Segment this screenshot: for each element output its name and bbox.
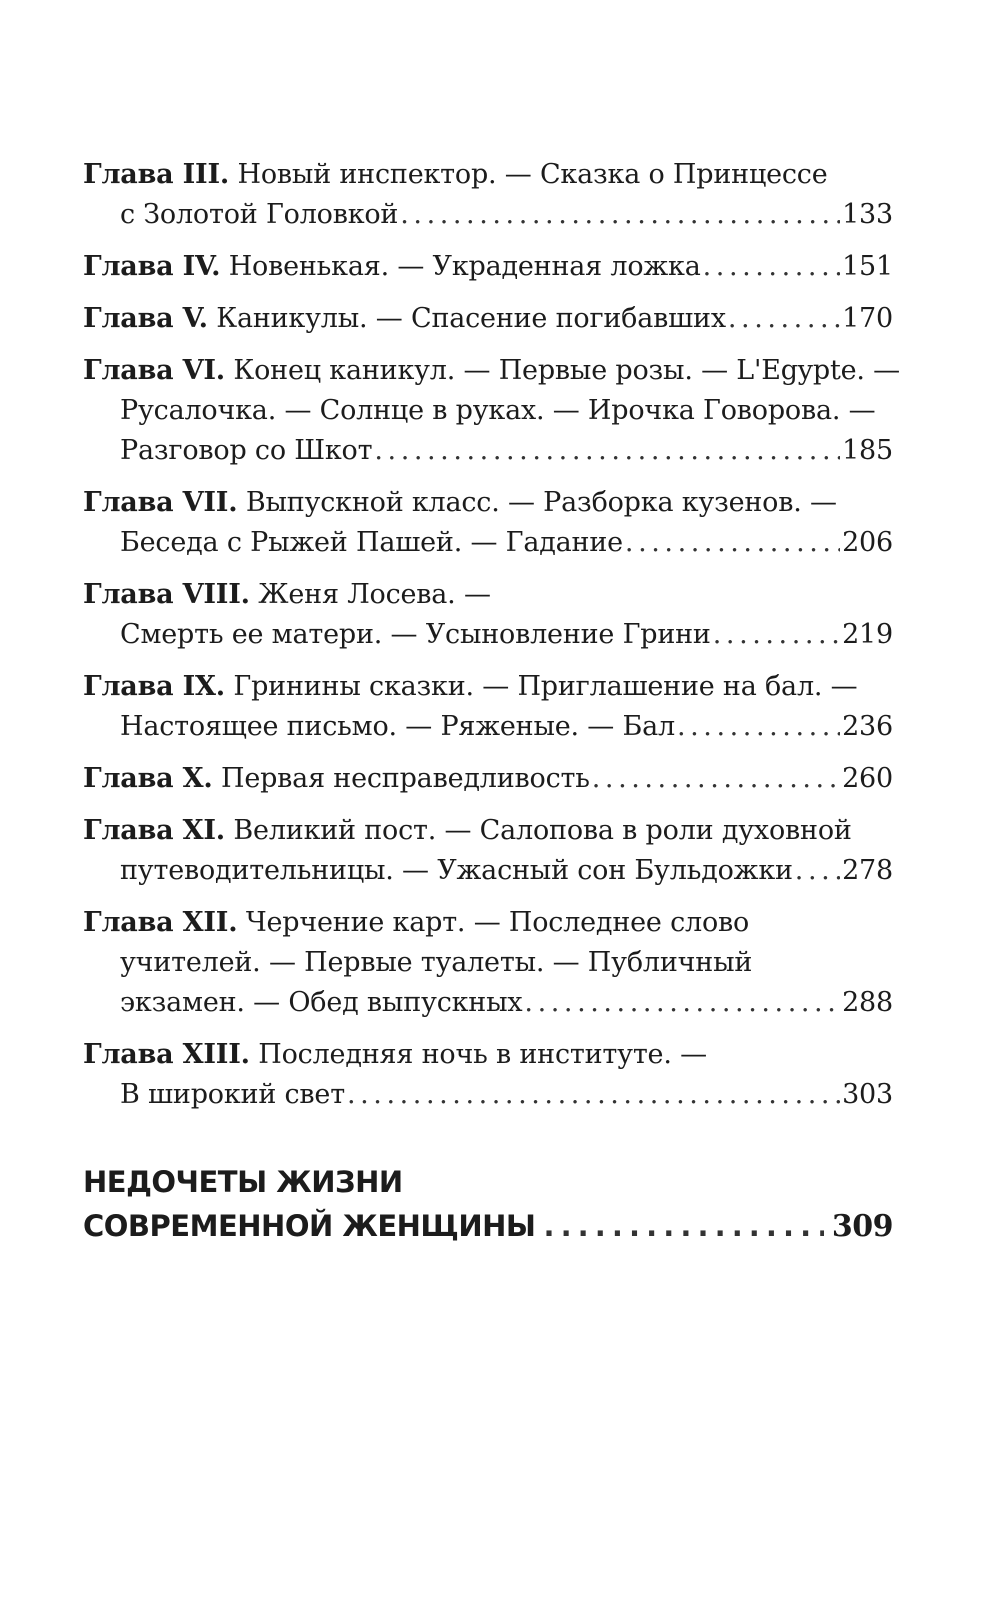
page-number: 288 bbox=[842, 987, 893, 1018]
chapter-label: Глава V. bbox=[83, 303, 208, 334]
toc-entry bbox=[83, 351, 900, 471]
chapter-label: Глава X. bbox=[83, 763, 213, 794]
dot-leader bbox=[677, 707, 840, 747]
dot-leader bbox=[524, 983, 840, 1023]
toc-entry-line bbox=[83, 483, 893, 523]
entry-text bbox=[83, 907, 749, 938]
section-title-line-1: НЕДОЧЕТЫ ЖИЗНИ bbox=[83, 1165, 403, 1199]
toc-entry-line bbox=[83, 983, 893, 1023]
toc-entry-line bbox=[83, 391, 893, 431]
chapter-title: Последняя ночь в институте. — bbox=[258, 1039, 707, 1070]
toc-entry-line bbox=[83, 759, 893, 799]
chapter-label: Глава VIII. bbox=[83, 579, 250, 610]
chapter-title: Каникулы. — Спасение погибавших bbox=[216, 303, 726, 334]
dot-leader bbox=[400, 195, 840, 235]
section-title-line-2 bbox=[83, 1204, 893, 1249]
chapter-title: экзамен. — Обед выпускных bbox=[120, 987, 523, 1018]
chapter-title: путеводительницы. — Ужасный сон Бульдожки bbox=[120, 855, 793, 886]
entry-text bbox=[120, 523, 623, 563]
page-number: 309 bbox=[831, 1209, 893, 1244]
entry-text bbox=[120, 947, 752, 978]
dot-leader bbox=[543, 1204, 823, 1248]
chapter-title: Выпускной класс. — Разборка кузенов. — bbox=[245, 487, 837, 518]
chapter-title: с Золотой Головкой bbox=[120, 199, 399, 230]
dot-leader bbox=[795, 851, 840, 891]
chapter-title: Конец каникул. — Первые розы. — L'Egypte. — bbox=[233, 355, 900, 386]
toc-section-entry bbox=[83, 1160, 893, 1249]
chapter-title: учителей. — Первые туалеты. — Публичный bbox=[120, 947, 753, 978]
dot-leader bbox=[347, 1075, 840, 1115]
page-number: 185 bbox=[842, 435, 893, 466]
entry-text bbox=[120, 395, 875, 426]
chapter-title: Великий пост. — Салопова в роли духовной bbox=[233, 815, 852, 846]
toc-entry bbox=[83, 667, 893, 747]
chapter-label: Глава XII. bbox=[83, 907, 238, 938]
chapter-title: Черчение карт. — Последнее слово bbox=[245, 907, 750, 938]
page-number: 278 bbox=[842, 855, 893, 886]
entry-text bbox=[120, 195, 398, 235]
chapter-title: Настоящее письмо. — Ряженые. — Бал bbox=[120, 711, 675, 742]
chapter-label: Глава IV. bbox=[83, 251, 221, 282]
page-number: 219 bbox=[842, 619, 893, 650]
chapter-title: Гринины сказки. — Приглашение на бал. — bbox=[233, 671, 858, 702]
chapter-title: Смерть ее матери. — Усыновление Грини bbox=[120, 619, 711, 650]
toc-entry-line bbox=[83, 247, 893, 287]
entry-text bbox=[120, 1075, 345, 1115]
toc-entries bbox=[83, 155, 900, 1115]
toc-entry-line bbox=[83, 195, 893, 235]
dot-leader bbox=[625, 523, 840, 563]
page-number: 260 bbox=[842, 763, 893, 794]
toc-entry-line bbox=[83, 155, 893, 195]
chapter-label: Глава IX. bbox=[83, 671, 226, 702]
page-number: 303 bbox=[842, 1079, 893, 1110]
toc-entry-line bbox=[83, 943, 893, 983]
toc-entry-line bbox=[83, 1035, 893, 1075]
entry-text bbox=[83, 355, 900, 386]
entry-text bbox=[83, 815, 852, 846]
dot-leader bbox=[592, 759, 840, 799]
dot-leader bbox=[728, 299, 840, 339]
chapter-title: Первая несправедливость bbox=[220, 763, 590, 794]
toc-entry-line bbox=[83, 851, 893, 891]
page-number: 206 bbox=[842, 527, 893, 558]
entry-text bbox=[120, 431, 372, 471]
entry-text bbox=[83, 159, 828, 190]
entry-text bbox=[83, 759, 590, 799]
page-number: 133 bbox=[842, 199, 893, 230]
chapter-title: В широкий свет bbox=[120, 1079, 345, 1110]
toc-entry bbox=[83, 759, 893, 799]
entry-text bbox=[83, 487, 837, 518]
dot-leader bbox=[703, 247, 840, 287]
entry-text bbox=[83, 579, 491, 610]
toc-entry bbox=[83, 155, 893, 235]
chapter-title: Женя Лосева. — bbox=[258, 579, 491, 610]
chapter-label: Глава III. bbox=[83, 159, 230, 190]
chapter-title: Беседа с Рыжей Пашей. — Гадание bbox=[120, 527, 623, 558]
entry-text bbox=[120, 983, 522, 1023]
toc-entry bbox=[83, 483, 893, 563]
entry-text bbox=[120, 615, 711, 655]
toc-entry bbox=[83, 811, 893, 891]
toc-entry-line bbox=[83, 351, 900, 391]
toc-entry-line bbox=[83, 667, 893, 707]
toc-entry-line bbox=[83, 1075, 893, 1115]
toc-entry bbox=[83, 903, 893, 1023]
page-number: 151 bbox=[842, 251, 893, 282]
chapter-title: Новенькая. — Украденная ложка bbox=[228, 251, 701, 282]
entry-text bbox=[83, 299, 726, 339]
toc-entry bbox=[83, 299, 893, 339]
chapter-title: Разговор со Шкот bbox=[120, 435, 373, 466]
toc-entry-line bbox=[83, 431, 893, 471]
chapter-title: Новый инспектор. — Сказка о Принцессе bbox=[237, 159, 828, 190]
table-of-contents bbox=[83, 155, 900, 1249]
chapter-label: Глава XI. bbox=[83, 815, 226, 846]
page-number: 236 bbox=[842, 711, 893, 742]
chapter-title: Русалочка. — Солнце в руках. — Ирочка Говорова. — bbox=[120, 395, 876, 426]
dot-leader bbox=[374, 431, 840, 471]
chapter-label: Глава VII. bbox=[83, 487, 238, 518]
dot-leader bbox=[713, 615, 840, 655]
toc-entry-line bbox=[83, 615, 893, 655]
entry-text bbox=[83, 247, 701, 287]
toc-entry-line bbox=[83, 903, 893, 943]
toc-entry bbox=[83, 575, 893, 655]
toc-entry bbox=[83, 247, 893, 287]
toc-entry-line bbox=[83, 523, 893, 563]
entry-text bbox=[120, 851, 793, 891]
entry-text bbox=[83, 671, 857, 702]
section-title-text: СОВРЕМЕННОЙ ЖЕНЩИНЫ bbox=[83, 1209, 536, 1243]
chapter-label: Глава XIII. bbox=[83, 1039, 250, 1070]
toc-entry bbox=[83, 1035, 893, 1115]
toc-entry-line bbox=[83, 707, 893, 747]
toc-entry-line bbox=[83, 299, 893, 339]
toc-entry-line bbox=[83, 811, 893, 851]
entry-text bbox=[83, 1039, 707, 1070]
chapter-label: Глава VI. bbox=[83, 355, 226, 386]
toc-entry-line bbox=[83, 575, 893, 615]
entry-text bbox=[120, 707, 675, 747]
page-number: 170 bbox=[842, 303, 893, 334]
